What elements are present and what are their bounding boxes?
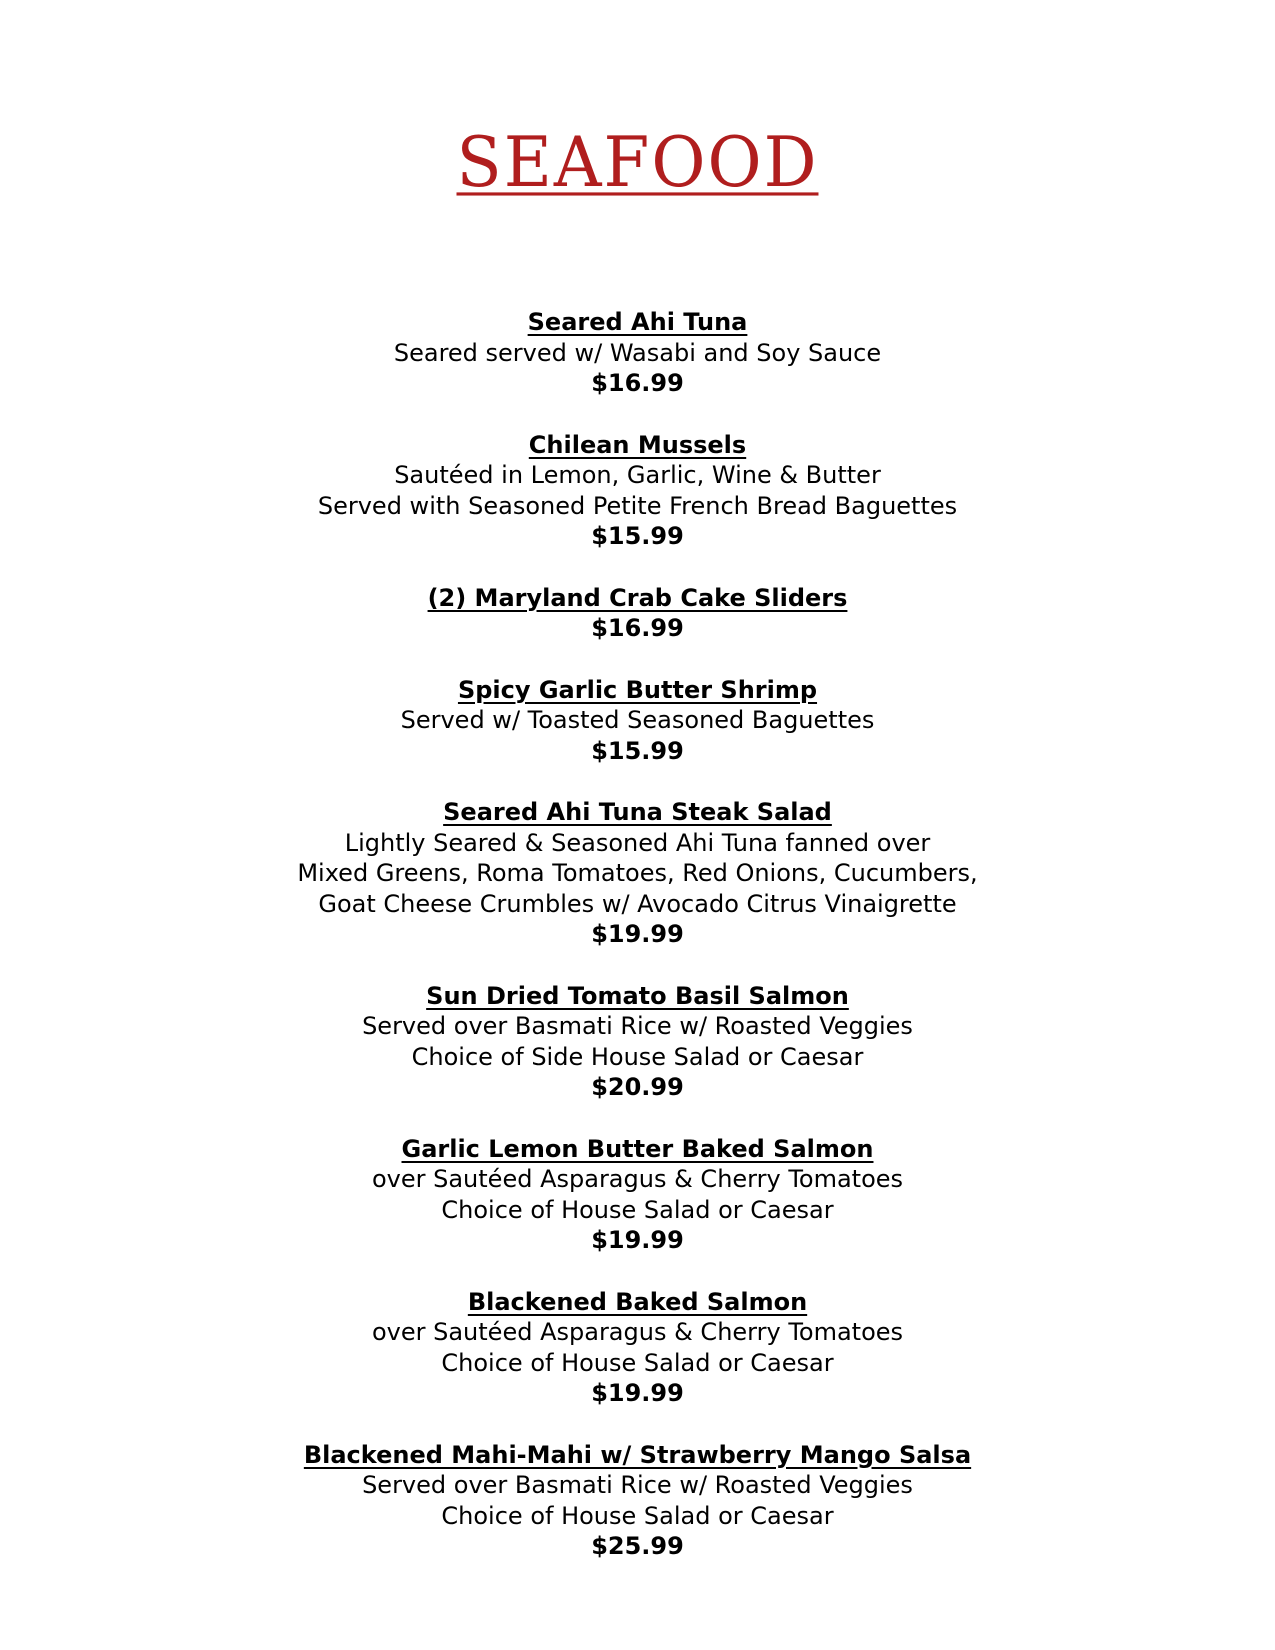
menu-item-price: $16.99 xyxy=(591,369,684,397)
menu-item-name: (2) Maryland Crab Cake Sliders xyxy=(427,583,848,612)
menu-item-name-line xyxy=(0,797,1275,828)
menu-item-description: Served w/ Toasted Seasoned Baguettes xyxy=(400,706,875,734)
menu-item-description: Choice of House Salad or Caesar xyxy=(441,1501,834,1530)
menu-item xyxy=(0,981,1275,1103)
menu-item xyxy=(0,583,1275,644)
menu-item-description: Lightly Seared & Seasoned Ahi Tuna fanned over xyxy=(344,828,931,857)
menu-item-name-line xyxy=(0,1287,1275,1318)
menu-item-description: Served over Basmati Rice w/ Roasted Veggies xyxy=(362,1471,913,1499)
menu-item-price: $20.99 xyxy=(591,1073,684,1101)
menu-list xyxy=(0,307,1275,1593)
menu-item-name-line xyxy=(0,675,1275,706)
menu-item-name: Spicy Garlic Butter Shrimp xyxy=(457,675,818,704)
menu-item-name-line xyxy=(0,1440,1275,1471)
menu-item-description: Choice of Side House Salad or Caesar xyxy=(411,1042,864,1071)
menu-item-price: $15.99 xyxy=(591,522,684,550)
menu-item xyxy=(0,1440,1275,1562)
menu-item-name: Chilean Mussels xyxy=(528,430,747,459)
menu-item-price: $19.99 xyxy=(591,920,684,948)
menu-item-price: $19.99 xyxy=(591,1226,684,1254)
menu-item xyxy=(0,675,1275,767)
menu-item-name: Seared Ahi Tuna xyxy=(527,308,748,336)
menu-item-name: Blackened Baked Salmon xyxy=(467,1287,808,1316)
menu-item-name-line xyxy=(0,307,1275,338)
menu-item xyxy=(0,307,1275,399)
menu-item-name-line xyxy=(0,1134,1275,1165)
menu-item-name: Blackened Mahi-Mahi w/ Strawberry Mango Salsa xyxy=(303,1440,972,1469)
menu-item-name: Seared Ahi Tuna Steak Salad xyxy=(443,798,832,826)
menu-item xyxy=(0,430,1275,552)
menu-item-description: Served with Seasoned Petite French Bread Baguettes xyxy=(317,491,958,520)
menu-item-description: Mixed Greens, Roma Tomatoes, Red Onions, Cucumbers, xyxy=(297,859,978,887)
menu-item-description: Seared served w/ Wasabi and Soy Sauce xyxy=(393,338,882,367)
page-title: SEAFOOD xyxy=(456,122,819,203)
menu-item-name: Sun Dried Tomato Basil Salmon xyxy=(426,981,849,1010)
menu-item-name-line xyxy=(0,430,1275,461)
menu-item-price: $16.99 xyxy=(591,614,684,642)
menu-item-description: Choice of House Salad or Caesar xyxy=(441,1348,834,1377)
menu-item-name-line xyxy=(0,583,1275,614)
menu-item-description: over Sautéed Asparagus & Cherry Tomatoes xyxy=(371,1165,904,1193)
menu-item-description: Served over Basmati Rice w/ Roasted Veggies xyxy=(362,1012,913,1040)
menu-item-description: over Sautéed Asparagus & Cherry Tomatoes xyxy=(371,1318,904,1346)
menu-item-description: Goat Cheese Crumbles w/ Avocado Citrus Vinaigrette xyxy=(318,889,957,918)
menu-item xyxy=(0,797,1275,950)
menu-item-description: Sautéed in Lemon, Garlic, Wine & Butter xyxy=(394,461,881,489)
menu-item-price: $25.99 xyxy=(591,1532,684,1560)
menu-item-name: Garlic Lemon Butter Baked Salmon xyxy=(401,1134,874,1163)
menu-item-name-line xyxy=(0,981,1275,1012)
title-container xyxy=(0,122,1275,203)
menu-item xyxy=(0,1287,1275,1409)
menu-item-price: $19.99 xyxy=(591,1379,684,1407)
menu-item-price: $15.99 xyxy=(591,736,684,765)
menu-item-description: Choice of House Salad or Caesar xyxy=(441,1195,834,1224)
menu-item xyxy=(0,1134,1275,1256)
